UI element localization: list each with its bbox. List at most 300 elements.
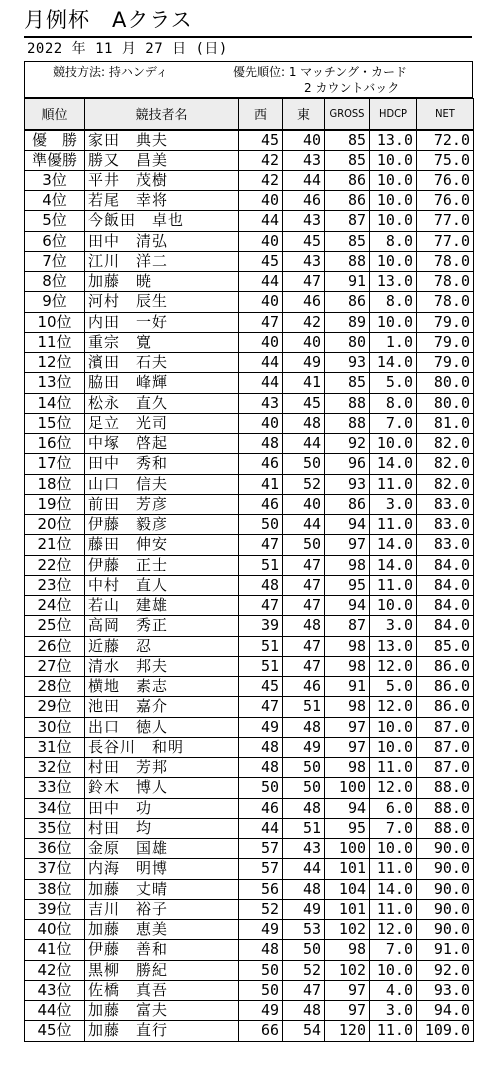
- cell-net: 79.0: [417, 312, 474, 332]
- cell-net: 90.0: [417, 899, 474, 919]
- table-row: [25, 312, 474, 332]
- cell-rank: 優 勝: [25, 130, 85, 151]
- cell-hdcp: 11.0: [370, 474, 417, 494]
- cell-net: 76.0: [417, 191, 474, 211]
- cell-player-name: 加藤 暁: [85, 272, 239, 292]
- cell-east-score: 50: [283, 758, 325, 778]
- cell-rank: 39位: [25, 899, 85, 919]
- cell-east-score: 52: [283, 474, 325, 494]
- cell-west-score: 52: [239, 899, 283, 919]
- cell-net: 76.0: [417, 170, 474, 190]
- cell-gross: 91: [325, 272, 370, 292]
- cell-hdcp: 10.0: [370, 596, 417, 616]
- page-title: 月例杯 Aクラス: [24, 8, 193, 32]
- cell-west-score: 56: [239, 879, 283, 899]
- cell-rank: 3位: [25, 170, 85, 190]
- table-row: [25, 211, 474, 231]
- cell-hdcp: 10.0: [370, 211, 417, 231]
- cell-player-name: 田中 功: [85, 798, 239, 818]
- cell-gross: 87: [325, 616, 370, 636]
- table-row: [25, 960, 474, 980]
- table-row: [25, 1021, 474, 1041]
- cell-hdcp: 6.0: [370, 798, 417, 818]
- cell-west-score: 47: [239, 697, 283, 717]
- cell-east-score: 44: [283, 434, 325, 454]
- cell-gross: 97: [325, 980, 370, 1000]
- cell-gross: 93: [325, 474, 370, 494]
- cell-east-score: 44: [283, 515, 325, 535]
- cell-hdcp: 11.0: [370, 515, 417, 535]
- cell-west-score: 51: [239, 555, 283, 575]
- cell-rank: 26位: [25, 636, 85, 656]
- cell-player-name: 清水 邦夫: [85, 656, 239, 676]
- cell-east-score: 49: [283, 737, 325, 757]
- cell-rank: 15位: [25, 413, 85, 433]
- cell-east-score: 47: [283, 656, 325, 676]
- cell-rank: 8位: [25, 272, 85, 292]
- cell-hdcp: 13.0: [370, 636, 417, 656]
- cell-east-score: 51: [283, 697, 325, 717]
- cell-rank: 27位: [25, 656, 85, 676]
- cell-rank: 23位: [25, 575, 85, 595]
- table-row: [25, 677, 474, 697]
- cell-gross: 101: [325, 899, 370, 919]
- cell-gross: 96: [325, 454, 370, 474]
- cell-hdcp: 5.0: [370, 373, 417, 393]
- cell-hdcp: 11.0: [370, 758, 417, 778]
- table-row: [25, 920, 474, 940]
- cell-rank: 17位: [25, 454, 85, 474]
- cell-east-score: 51: [283, 818, 325, 838]
- cell-net: 91.0: [417, 940, 474, 960]
- cell-gross: 94: [325, 798, 370, 818]
- cell-net: 90.0: [417, 839, 474, 859]
- cell-net: 86.0: [417, 677, 474, 697]
- table-row: [25, 717, 474, 737]
- cell-gross: 97: [325, 535, 370, 555]
- cell-east-score: 50: [283, 454, 325, 474]
- cell-rank: 11位: [25, 332, 85, 352]
- cell-player-name: 江川 洋二: [85, 251, 239, 271]
- cell-east-score: 48: [283, 717, 325, 737]
- cell-player-name: 佐橋 真吾: [85, 980, 239, 1000]
- cell-west-score: 50: [239, 778, 283, 798]
- cell-player-name: 伊藤 正士: [85, 555, 239, 575]
- cell-rank: 準優勝: [25, 150, 85, 170]
- cell-net: 78.0: [417, 272, 474, 292]
- cell-hdcp: 14.0: [370, 353, 417, 373]
- cell-gross: 97: [325, 1001, 370, 1021]
- cell-hdcp: 7.0: [370, 818, 417, 838]
- cell-rank: 25位: [25, 616, 85, 636]
- cell-east-score: 42: [283, 312, 325, 332]
- priority-order-line2: 2 カウントバック: [304, 81, 400, 95]
- cell-east-score: 45: [283, 393, 325, 413]
- cell-gross: 94: [325, 515, 370, 535]
- cell-gross: 85: [325, 373, 370, 393]
- cell-gross: 98: [325, 555, 370, 575]
- cell-rank: 35位: [25, 818, 85, 838]
- table-row: [25, 373, 474, 393]
- cell-rank: 37位: [25, 859, 85, 879]
- cell-net: 94.0: [417, 1001, 474, 1021]
- cell-rank: 28位: [25, 677, 85, 697]
- cell-net: 72.0: [417, 130, 474, 151]
- table-row: [25, 980, 474, 1000]
- cell-player-name: 金原 国雄: [85, 839, 239, 859]
- col-header-name: 競技者名: [85, 99, 239, 130]
- cell-rank: 36位: [25, 839, 85, 859]
- table-row: [25, 191, 474, 211]
- cell-west-score: 45: [239, 130, 283, 151]
- cell-west-score: 51: [239, 636, 283, 656]
- cell-player-name: 横地 素志: [85, 677, 239, 697]
- cell-net: 109.0: [417, 1021, 474, 1041]
- cell-west-score: 48: [239, 737, 283, 757]
- cell-gross: 95: [325, 575, 370, 595]
- cell-west-score: 46: [239, 494, 283, 514]
- cell-west-score: 48: [239, 940, 283, 960]
- cell-west-score: 44: [239, 353, 283, 373]
- cell-east-score: 50: [283, 778, 325, 798]
- cell-east-score: 46: [283, 292, 325, 312]
- cell-net: 82.0: [417, 474, 474, 494]
- table-row: [25, 555, 474, 575]
- table-row: [25, 1001, 474, 1021]
- cell-rank: 9位: [25, 292, 85, 312]
- cell-west-score: 51: [239, 656, 283, 676]
- table-row: [25, 879, 474, 899]
- cell-gross: 100: [325, 778, 370, 798]
- cell-west-score: 46: [239, 798, 283, 818]
- cell-rank: 30位: [25, 717, 85, 737]
- cell-player-name: 勝又 昌美: [85, 150, 239, 170]
- cell-gross: 95: [325, 818, 370, 838]
- cell-hdcp: 12.0: [370, 778, 417, 798]
- cell-player-name: 家田 典夫: [85, 130, 239, 151]
- cell-rank: 38位: [25, 879, 85, 899]
- cell-gross: 104: [325, 879, 370, 899]
- cell-west-score: 44: [239, 211, 283, 231]
- cell-net: 88.0: [417, 778, 474, 798]
- cell-west-score: 40: [239, 332, 283, 352]
- cell-east-score: 43: [283, 251, 325, 271]
- cell-net: 87.0: [417, 737, 474, 757]
- cell-hdcp: 10.0: [370, 251, 417, 271]
- cell-player-name: 村田 芳邦: [85, 758, 239, 778]
- cell-hdcp: 10.0: [370, 960, 417, 980]
- cell-west-score: 47: [239, 312, 283, 332]
- cell-player-name: 出口 徳人: [85, 717, 239, 737]
- cell-hdcp: 7.0: [370, 940, 417, 960]
- cell-player-name: 池田 嘉介: [85, 697, 239, 717]
- cell-rank: 34位: [25, 798, 85, 818]
- cell-gross: 85: [325, 150, 370, 170]
- cell-net: 86.0: [417, 656, 474, 676]
- cell-net: 84.0: [417, 575, 474, 595]
- cell-east-score: 50: [283, 940, 325, 960]
- cell-gross: 97: [325, 737, 370, 757]
- cell-net: 79.0: [417, 353, 474, 373]
- cell-east-score: 48: [283, 879, 325, 899]
- cell-player-name: 前田 芳彦: [85, 494, 239, 514]
- cell-rank: 13位: [25, 373, 85, 393]
- cell-east-score: 40: [283, 332, 325, 352]
- cell-east-score: 47: [283, 596, 325, 616]
- cell-east-score: 49: [283, 353, 325, 373]
- cell-rank: 31位: [25, 737, 85, 757]
- table-row: [25, 251, 474, 271]
- table-row: [25, 818, 474, 838]
- results-table: [24, 98, 474, 1042]
- cell-west-score: 47: [239, 596, 283, 616]
- cell-player-name: 濱田 石夫: [85, 353, 239, 373]
- cell-west-score: 50: [239, 515, 283, 535]
- cell-hdcp: 12.0: [370, 920, 417, 940]
- cell-gross: 102: [325, 920, 370, 940]
- cell-east-score: 40: [283, 494, 325, 514]
- table-row: [25, 616, 474, 636]
- cell-west-score: 40: [239, 413, 283, 433]
- cell-hdcp: 8.0: [370, 231, 417, 251]
- table-row: [25, 474, 474, 494]
- cell-player-name: 今飯田 卓也: [85, 211, 239, 231]
- cell-hdcp: 10.0: [370, 434, 417, 454]
- cell-hdcp: 14.0: [370, 555, 417, 575]
- cell-west-score: 45: [239, 677, 283, 697]
- cell-east-score: 41: [283, 373, 325, 393]
- cell-gross: 87: [325, 211, 370, 231]
- cell-net: 83.0: [417, 535, 474, 555]
- table-row: [25, 272, 474, 292]
- cell-east-score: 43: [283, 211, 325, 231]
- cell-player-name: 加藤 丈晴: [85, 879, 239, 899]
- cell-east-score: 49: [283, 899, 325, 919]
- cell-net: 84.0: [417, 596, 474, 616]
- cell-player-name: 河村 辰生: [85, 292, 239, 312]
- cell-west-score: 48: [239, 758, 283, 778]
- cell-rank: 6位: [25, 231, 85, 251]
- cell-west-score: 49: [239, 920, 283, 940]
- cell-gross: 100: [325, 839, 370, 859]
- cell-gross: 98: [325, 940, 370, 960]
- cell-west-score: 66: [239, 1021, 283, 1041]
- cell-hdcp: 14.0: [370, 454, 417, 474]
- cell-west-score: 49: [239, 717, 283, 737]
- col-header-hdcp: HDCP: [370, 99, 417, 130]
- cell-east-score: 47: [283, 575, 325, 595]
- cell-east-score: 43: [283, 839, 325, 859]
- cell-gross: 94: [325, 596, 370, 616]
- cell-east-score: 50: [283, 535, 325, 555]
- cell-east-score: 47: [283, 272, 325, 292]
- table-header-row: [25, 99, 474, 130]
- cell-gross: 85: [325, 231, 370, 251]
- cell-hdcp: 13.0: [370, 272, 417, 292]
- cell-player-name: 中塚 啓起: [85, 434, 239, 454]
- table-row: [25, 515, 474, 535]
- cell-hdcp: 1.0: [370, 332, 417, 352]
- table-row: [25, 413, 474, 433]
- cell-net: 84.0: [417, 616, 474, 636]
- table-row: [25, 859, 474, 879]
- cell-rank: 24位: [25, 596, 85, 616]
- cell-east-score: 48: [283, 616, 325, 636]
- cell-west-score: 43: [239, 393, 283, 413]
- cell-west-score: 46: [239, 454, 283, 474]
- cell-rank: 10位: [25, 312, 85, 332]
- cell-hdcp: 5.0: [370, 677, 417, 697]
- cell-hdcp: 11.0: [370, 899, 417, 919]
- cell-player-name: 内海 明博: [85, 859, 239, 879]
- table-row: [25, 839, 474, 859]
- cell-hdcp: 13.0: [370, 130, 417, 151]
- cell-hdcp: 14.0: [370, 535, 417, 555]
- cell-west-score: 50: [239, 960, 283, 980]
- cell-gross: 85: [325, 130, 370, 151]
- cell-west-score: 40: [239, 231, 283, 251]
- cell-net: 93.0: [417, 980, 474, 1000]
- cell-net: 92.0: [417, 960, 474, 980]
- competition-method: 競技方法: 持ハンディ: [53, 65, 168, 79]
- cell-rank: 12位: [25, 353, 85, 373]
- cell-gross: 91: [325, 677, 370, 697]
- cell-net: 87.0: [417, 758, 474, 778]
- cell-east-score: 48: [283, 798, 325, 818]
- cell-west-score: 48: [239, 575, 283, 595]
- cell-player-name: 内田 一好: [85, 312, 239, 332]
- cell-player-name: 高岡 秀正: [85, 616, 239, 636]
- cell-net: 87.0: [417, 717, 474, 737]
- cell-rank: 4位: [25, 191, 85, 211]
- cell-gross: 98: [325, 636, 370, 656]
- cell-hdcp: 10.0: [370, 150, 417, 170]
- cell-west-score: 42: [239, 150, 283, 170]
- cell-hdcp: 10.0: [370, 717, 417, 737]
- cell-net: 78.0: [417, 292, 474, 312]
- cell-west-score: 48: [239, 434, 283, 454]
- cell-player-name: 吉川 裕子: [85, 899, 239, 919]
- cell-rank: 14位: [25, 393, 85, 413]
- cell-player-name: 加藤 富夫: [85, 1001, 239, 1021]
- table-row: [25, 940, 474, 960]
- cell-net: 77.0: [417, 211, 474, 231]
- cell-net: 84.0: [417, 555, 474, 575]
- col-header-net: NET: [417, 99, 474, 130]
- cell-net: 90.0: [417, 859, 474, 879]
- cell-player-name: 平井 茂樹: [85, 170, 239, 190]
- cell-gross: 80: [325, 332, 370, 352]
- cell-hdcp: 4.0: [370, 980, 417, 1000]
- cell-west-score: 45: [239, 251, 283, 271]
- table-row: [25, 434, 474, 454]
- cell-net: 78.0: [417, 251, 474, 271]
- cell-player-name: 足立 光司: [85, 413, 239, 433]
- cell-west-score: 49: [239, 1001, 283, 1021]
- cell-gross: 97: [325, 717, 370, 737]
- cell-rank: 29位: [25, 697, 85, 717]
- cell-player-name: 松永 直久: [85, 393, 239, 413]
- cell-hdcp: 10.0: [370, 312, 417, 332]
- table-row: [25, 353, 474, 373]
- competition-info-box: [24, 61, 473, 98]
- cell-net: 82.0: [417, 454, 474, 474]
- cell-gross: 88: [325, 251, 370, 271]
- cell-hdcp: 10.0: [370, 170, 417, 190]
- cell-net: 83.0: [417, 515, 474, 535]
- cell-east-score: 46: [283, 191, 325, 211]
- cell-east-score: 48: [283, 1001, 325, 1021]
- cell-hdcp: 14.0: [370, 879, 417, 899]
- cell-hdcp: 11.0: [370, 1021, 417, 1041]
- cell-player-name: 中村 直人: [85, 575, 239, 595]
- cell-east-score: 45: [283, 231, 325, 251]
- cell-rank: 21位: [25, 535, 85, 555]
- cell-gross: 98: [325, 697, 370, 717]
- cell-player-name: 重宗 寛: [85, 332, 239, 352]
- cell-gross: 86: [325, 292, 370, 312]
- cell-net: 90.0: [417, 879, 474, 899]
- event-date: 2022 年 11 月 27 日 (日): [27, 41, 228, 57]
- table-row: [25, 697, 474, 717]
- cell-east-score: 47: [283, 636, 325, 656]
- table-row: [25, 332, 474, 352]
- cell-west-score: 44: [239, 373, 283, 393]
- cell-gross: 98: [325, 656, 370, 676]
- cell-rank: 16位: [25, 434, 85, 454]
- cell-hdcp: 10.0: [370, 191, 417, 211]
- cell-hdcp: 11.0: [370, 859, 417, 879]
- table-row: [25, 231, 474, 251]
- cell-hdcp: 11.0: [370, 575, 417, 595]
- cell-east-score: 46: [283, 677, 325, 697]
- priority-order-line1: 優先順位: 1 マッチング・カード: [233, 65, 407, 79]
- table-row: [25, 393, 474, 413]
- cell-rank: 33位: [25, 778, 85, 798]
- title-underline: [24, 36, 472, 38]
- table-row: [25, 494, 474, 514]
- cell-player-name: 若山 建雄: [85, 596, 239, 616]
- cell-west-score: 41: [239, 474, 283, 494]
- cell-east-score: 47: [283, 980, 325, 1000]
- cell-net: 81.0: [417, 413, 474, 433]
- cell-west-score: 42: [239, 170, 283, 190]
- cell-hdcp: 7.0: [370, 413, 417, 433]
- cell-player-name: 脇田 峰輝: [85, 373, 239, 393]
- cell-hdcp: 3.0: [370, 616, 417, 636]
- cell-gross: 86: [325, 494, 370, 514]
- table-row: [25, 170, 474, 190]
- col-header-west: 西: [239, 99, 283, 130]
- cell-player-name: 加藤 恵美: [85, 920, 239, 940]
- cell-rank: 19位: [25, 494, 85, 514]
- cell-east-score: 44: [283, 859, 325, 879]
- table-row: [25, 575, 474, 595]
- cell-rank: 20位: [25, 515, 85, 535]
- col-header-east: 東: [283, 99, 325, 130]
- table-row: [25, 636, 474, 656]
- cell-net: 90.0: [417, 920, 474, 940]
- table-row: [25, 150, 474, 170]
- cell-east-score: 47: [283, 555, 325, 575]
- table-row: [25, 737, 474, 757]
- col-header-gross: GROSS: [325, 99, 370, 130]
- cell-net: 86.0: [417, 697, 474, 717]
- table-row: [25, 798, 474, 818]
- cell-player-name: 村田 均: [85, 818, 239, 838]
- cell-gross: 120: [325, 1021, 370, 1041]
- cell-west-score: 40: [239, 292, 283, 312]
